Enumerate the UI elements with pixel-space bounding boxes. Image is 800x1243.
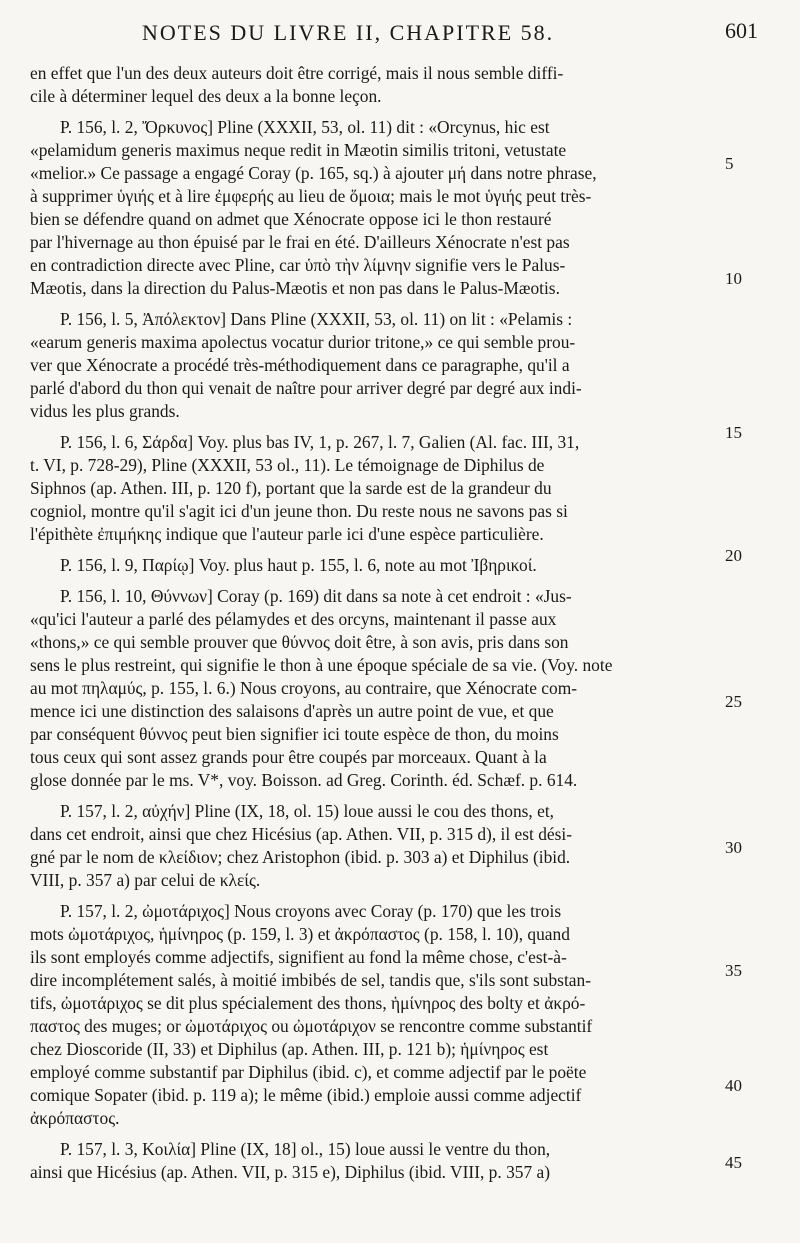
- line-number: 45: [725, 1153, 742, 1172]
- text-line: P. 156, l. 2, Ὄρκυνος] Pline (XXXII, 53, ol. 11) dit : «Orcynus, hic est: [60, 117, 550, 137]
- text-line: cogniol, montre qu'il s'agit ici d'un jeune thon. Du reste nous ne savons pas si: [30, 501, 568, 521]
- line-number: 15: [725, 423, 742, 442]
- text-line: «thons,» ce qui semble prouver que θύννος doit être, à son avis, pris dans son: [30, 632, 569, 652]
- text-line: P. 157, l. 2, αὐχήν] Pline (IX, 18, ol. 15) loue aussi le cou des thons, et,: [60, 801, 555, 821]
- text-line: bien se défendre quand on admet que Xénocrate oppose ici le thon restauré: [30, 209, 552, 229]
- text-line: tifs, ὠμοτάριχος se dit plus spécialement des thons, ἡμίνηρος des bolty et ἀκρό-: [30, 993, 586, 1013]
- line-number: 20: [725, 546, 742, 565]
- text-line: en contradiction directe avec Pline, car ὑπὸ τὴν λίμνην signifie vers le Palus-: [30, 255, 566, 275]
- text-line: ver que Xénocrate a procédé très-méthodiquement dans ce paragraphe, qu'il a: [30, 355, 570, 375]
- text-line: P. 156, l. 6, Σάρδα] Voy. plus bas IV, 1, p. 267, l. 7, Galien (Al. fac. III, 31,: [60, 432, 580, 452]
- text-line: P. 156, l. 10, Θύννων] Coray (p. 169) dit dans sa note à cet endroit : «Jus-: [60, 586, 572, 606]
- line-number: 5: [725, 154, 734, 173]
- text-line: ainsi que Hicésius (ap. Athen. VII, p. 315 e), Diphilus (ibid. VIII, p. 357 a): [30, 1162, 551, 1182]
- text-line: VIII, p. 357 a) par celui de κλείς.: [30, 870, 261, 890]
- text-line: à supprimer ὑγιής et à lire ἐμφερής au lieu de ὅμοια; mais le mot ὑγιής peut très-: [30, 186, 592, 206]
- line-number: 30: [725, 838, 742, 857]
- text-line: «qu'ici l'auteur a parlé des pélamydes et des orcyns, maintenant il passe aux: [30, 609, 557, 629]
- text-line: P. 157, l. 3, Κοιλία] Pline (IX, 18] ol., 15) loue aussi le ventre du thon,: [60, 1139, 551, 1159]
- text-line: Mæotis, dans la direction du Palus-Mæotis et non pas dans le Palus-Mæotis.: [30, 278, 560, 298]
- text-line: parlé d'abord du thon qui venait de naître pour arriver degré par degré aux indi-: [30, 378, 582, 398]
- text-line: par l'hivernage au thon épuisé par le frai en été. D'ailleurs Xénocrate n'est pas: [30, 232, 570, 252]
- text-line: «melior.» Ce passage a engagé Coray (p. 165, sq.) à ajouter μή dans notre phrase,: [30, 163, 597, 183]
- line-number: 10: [725, 269, 742, 288]
- text-line: tous ceux qui sont assez grands pour être coupés par morceaux. Quant à la: [30, 747, 547, 767]
- text-line: comique Sopater (ibid. p. 119 a); le même (ibid.) emploie aussi comme adjectif: [30, 1085, 582, 1105]
- line-number: 40: [725, 1076, 742, 1095]
- text-line: vidus les plus grands.: [30, 401, 180, 421]
- text-line: mence ici une distinction des salaisons d'après un autre point de vue, et que: [30, 701, 554, 721]
- text-line: «earum generis maxima apolectus vocatur durior tritone,» ce qui semble prou-: [30, 332, 576, 352]
- notes-body: [30, 62, 725, 1184]
- text-line: t. VI, p. 728-29), Pline (XXXII, 53 ol., 11). Le témoignage de Diphilus de: [30, 455, 545, 475]
- line-number: 35: [725, 961, 742, 980]
- text-line: Siphnos (ap. Athen. III, p. 120 f), portant que la sarde est de la grandeur du: [30, 478, 552, 498]
- text-line: «pelamidum generis maximus neque redit in Mæotin similis tritoni, vetustate: [30, 140, 567, 160]
- text-line: ἀκρόπαστος.: [30, 1108, 120, 1128]
- text-line: dire incomplétement salés, à moitié imbibés de sel, tandis que, s'ils sont substan-: [30, 970, 591, 990]
- running-title: NOTES DU LIVRE II, CHAPITRE 58.: [142, 20, 555, 45]
- text-line: l'épithète ἐπιμήκης indique que l'auteur parle ici d'une espèce particulière.: [30, 524, 544, 544]
- text-line: mots ὠμοτάριχος, ἡμίνηρος (p. 159, l. 3) et ἀκρόπαστος (p. 158, l. 10), quand: [30, 924, 570, 944]
- text-line: en effet que l'un des deux auteurs doit être corrigé, mais il nous semble diffi-: [30, 63, 564, 83]
- text-line: au mot πηλαμύς, p. 155, l. 6.) Nous croyons, au contraire, que Xénocrate com-: [30, 678, 578, 698]
- text-line: chez Dioscoride (II, 33) et Diphilus (ap. Athen. III, p. 121 b); ἡμίνηρος est: [30, 1039, 549, 1059]
- text-line: cile à déterminer lequel des deux a la bonne leçon.: [30, 86, 382, 106]
- text-line: παστος des muges; or ὠμοτάριχος ou ὠμοτάριχον se rencontre comme substantif: [30, 1016, 593, 1036]
- text-line: gné par le nom de κλείδιον; chez Aristophon (ibid. p. 303 a) et Diphilus (ibid.: [30, 847, 571, 867]
- text-line: par conséquent θύννος peut bien signifier ici toute espèce de thon, du moins: [30, 724, 559, 744]
- text-line: dans cet endroit, ainsi que chez Hicésius (ap. Athen. VII, p. 315 d), il est dési-: [30, 824, 573, 844]
- text-line: P. 157, l. 2, ὠμοτάριχος] Nous croyons avec Coray (p. 170) que les trois: [60, 901, 562, 921]
- text-line: P. 156, l. 9, Παρίῳ] Voy. plus haut p. 155, l. 6, note au mot Ἰβηρικοί.: [60, 555, 537, 575]
- text-line: glose donnée par le ms. V*, voy. Boisson. ad Greg. Corinth. éd. Schæf. p. 614.: [30, 770, 578, 790]
- text-line: ils sont employés comme adjectifs, signifient au fond la même chose, c'est-à-: [30, 947, 567, 967]
- line-number: 25: [725, 692, 742, 711]
- page-number: 601: [725, 18, 758, 43]
- page-header: [0, 14, 800, 48]
- text-line: P. 156, l. 5, Ἀπόλεκτον] Dans Pline (XXXII, 53, ol. 11) on lit : «Pelamis :: [60, 309, 573, 329]
- text-line: employé comme substantif par Diphilus (ibid. c), et comme adjectif par le poëte: [30, 1062, 587, 1082]
- text-line: sens le plus restreint, qui signifie le thon à une époque spéciale de sa vie. (Voy. note: [30, 655, 613, 675]
